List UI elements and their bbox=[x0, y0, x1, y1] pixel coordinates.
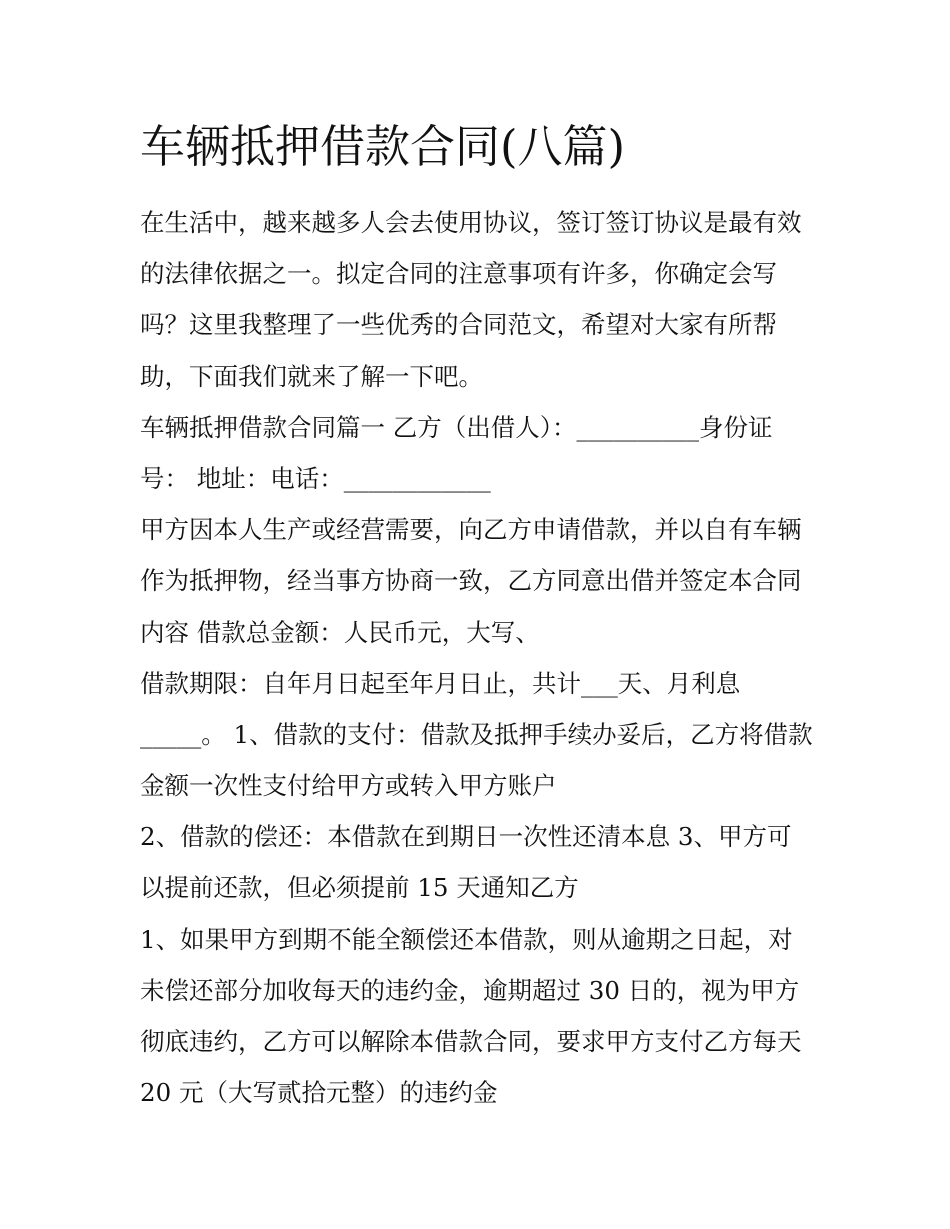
body-line: _____。 1、借款的支付：借款及抵押手续办妥后，乙方将借款 bbox=[140, 719, 813, 749]
body-line: 甲方因本人生产或经营需要，向乙方申请借款，并以自有车辆 bbox=[140, 515, 802, 545]
body-line: 2、借款的偿还：本借款在到期日一次性还清本息 3、甲方可 bbox=[140, 822, 792, 852]
body-line: 作为抵押物，经当事方协商一致，乙方同意出借并签定本合同 bbox=[140, 566, 802, 596]
body-line: 吗？这里我整理了一些优秀的合同范文，希望对大家有所帮 bbox=[140, 310, 777, 340]
body-line: 号： 地址：电话：____________ bbox=[140, 463, 491, 493]
body-line: 彻底违约，乙方可以解除本借款合同，要求甲方支付乙方每天 bbox=[140, 1027, 802, 1056]
body-line: 未偿还部分加收每天的违约金，逾期超过 30 日的，视为甲方 bbox=[140, 975, 800, 1005]
body-line: 1、如果甲方到期不能全额偿还本借款，则从逾期之日起，对 bbox=[140, 924, 793, 954]
document-body bbox=[140, 197, 830, 1118]
body-line: 的法律依据之一。拟定合同的注意事项有许多，你确定会写 bbox=[140, 259, 777, 289]
body-line: 金额一次性支付给甲方或转入甲方账户 bbox=[140, 771, 557, 801]
body-line: 在生活中，越来越多人会去使用协议，签订签订协议是最有效 bbox=[140, 208, 802, 237]
body-line: 20 元（大写贰拾元整）的违约金 bbox=[140, 1078, 498, 1108]
body-line: 内容 借款总金额：人民币元，大写、 bbox=[140, 617, 540, 647]
body-line: 车辆抵押借款合同篇一 乙方（出借人）：__________身份证 bbox=[140, 412, 773, 442]
page-title: 车辆抵押借款合同(八篇) bbox=[140, 120, 626, 173]
body-line: 以提前还款，但必须提前 15 天通知乙方 bbox=[140, 873, 579, 903]
body-line: 助，下面我们就来了解一下吧。 bbox=[140, 361, 483, 391]
body-line: 借款期限：自年月日起至年月日止，共计___天、月利息 bbox=[140, 668, 741, 698]
